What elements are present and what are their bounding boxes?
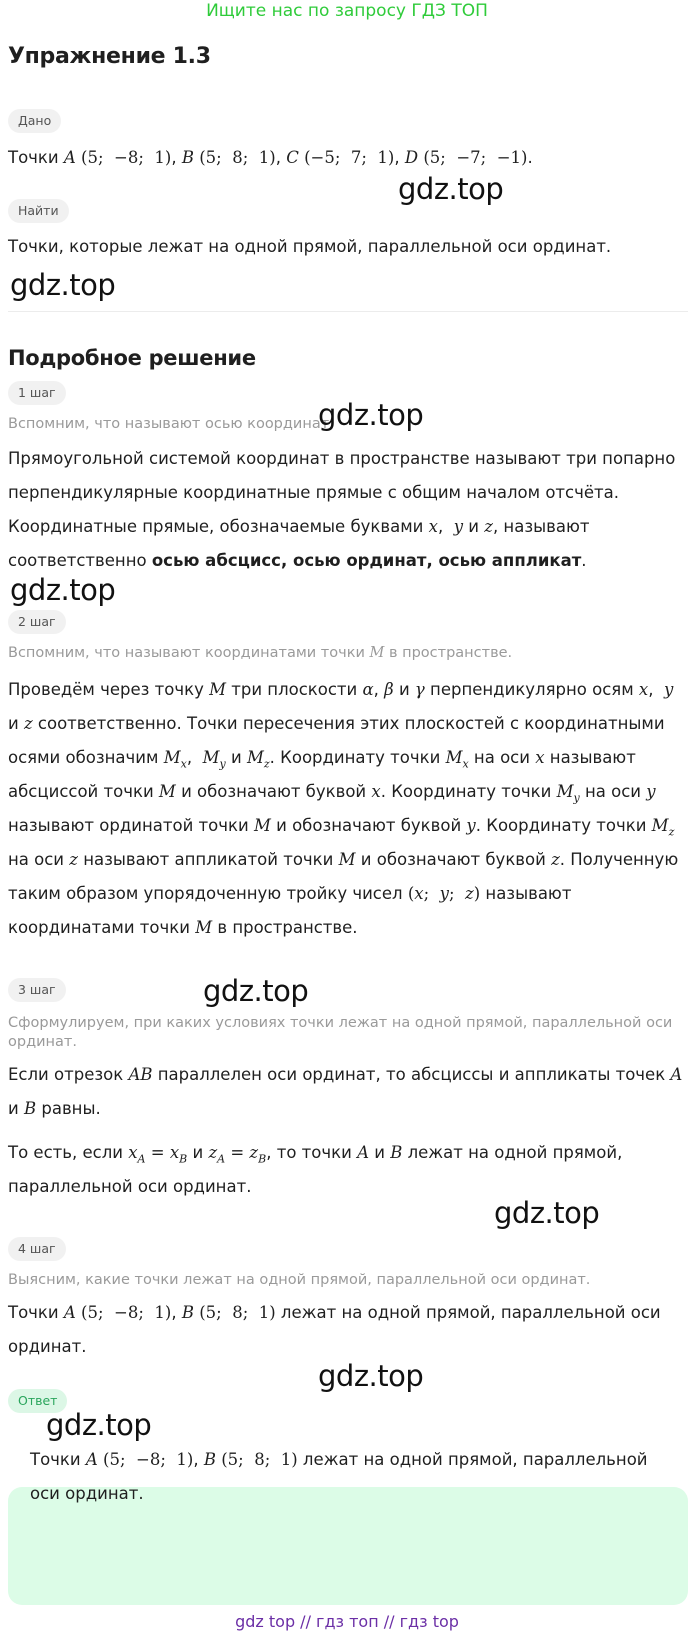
step-1-pill: 1 шаг bbox=[8, 381, 66, 405]
step-2-hint: Вспомним, что называют координатами точки M в пространстве. bbox=[8, 645, 513, 661]
step-4-hint: Выясним, какие точки лежат на одной прямой, параллельной оси ординат. bbox=[8, 1272, 591, 1288]
step-1-line: Координатные прямые, обозначаемые буквами x, y и z, называют bbox=[8, 517, 590, 536]
step-1-line: Прямоугольной системой координат в пространстве называют три попарно bbox=[8, 449, 676, 468]
step-2-line: называют ординатой точки M и обозначают буквой y. Координату точки $M_z$ bbox=[8, 816, 675, 839]
step-1-line: соответственно осью абсцисс, осью ординат, осью аппликат. bbox=[8, 551, 587, 570]
find-pill: Найти bbox=[8, 199, 69, 223]
footer-links[interactable]: gdz top // гдз топ // гдз top bbox=[235, 1612, 459, 1631]
step-1-hint: Вспомним, что называют осью координат. bbox=[8, 416, 334, 432]
step-4-line: ординат. bbox=[8, 1337, 87, 1356]
given-text: Точки A (5; −8; 1), B (5; 8; 1), C (−5; 7; 1), D (5; −7; −1). bbox=[8, 148, 533, 167]
watermark: gdz.top bbox=[10, 573, 116, 607]
page-title: Упражнение 1.3 bbox=[8, 44, 211, 69]
step-3-line: и B равны. bbox=[8, 1099, 101, 1118]
watermark: gdz.top bbox=[46, 1408, 152, 1442]
watermark: gdz.top bbox=[10, 268, 116, 302]
step-3-line: Если отрезок AB параллелен оси ординат, то абсциссы и аппликаты точек A bbox=[8, 1065, 683, 1084]
watermark: gdz.top bbox=[494, 1196, 600, 1230]
step-2-line: Проведём через точку M три плоскости α, β и γ перпендикулярно осям x, y bbox=[8, 680, 674, 699]
divider bbox=[8, 311, 688, 312]
given-pill: Дано bbox=[8, 109, 61, 133]
step-3-hint: Сформулируем, при каких условиях точки лежат на одной прямой, параллельной оси ординат. bbox=[8, 1015, 673, 1050]
step-3-pill: 3 шаг bbox=[8, 978, 66, 1002]
step-2-line: абсциссой точки M и обозначают буквой x. Координату точки $M_y$ на оси y bbox=[8, 782, 656, 805]
step-4-line: Точки A (5; −8; 1), B (5; 8; 1) лежат на одной прямой, параллельной оси bbox=[8, 1303, 661, 1322]
step-2-pill: 2 шаг bbox=[8, 610, 66, 634]
step-2-line: и z соответственно. Точки пересечения этих плоскостей с координатными bbox=[8, 714, 665, 733]
answer-line: Точки A (5; −8; 1), B (5; 8; 1) лежат на одной прямой, параллельной bbox=[30, 1450, 648, 1469]
step-3-line: То есть, если $x_A = x_B$ и $z_A = z_B$, то точки A и B лежат на одной прямой, bbox=[8, 1143, 623, 1166]
step-3-line: параллельной оси ординат. bbox=[8, 1177, 252, 1196]
step-2-line: координатами точки M в пространстве. bbox=[8, 918, 358, 937]
step-2-line: таким образом упорядоченную тройку чисел (x; y; z) называют bbox=[8, 884, 572, 903]
watermark: gdz.top bbox=[398, 172, 504, 206]
watermark: gdz.top bbox=[318, 1359, 424, 1393]
top-banner: Ищите нас по запросу ГДЗ ТОП bbox=[206, 1, 488, 21]
step-4-pill: 4 шаг bbox=[8, 1237, 66, 1261]
find-text: Точки, которые лежат на одной прямой, параллельной оси ординат. bbox=[8, 237, 612, 256]
solution-title: Подробное решение bbox=[8, 346, 256, 370]
step-1-line: перпендикулярные координатные прямые с общим началом отсчёта. bbox=[8, 483, 619, 502]
watermark: gdz.top bbox=[318, 398, 424, 432]
answer-pill: Ответ bbox=[8, 1389, 67, 1413]
watermark: gdz.top bbox=[203, 974, 309, 1008]
step-2-line: осями обозначим $M_x$, $M_y$ и $M_z$. Координату точки $M_x$ на оси x называют bbox=[8, 748, 636, 771]
answer-line: оси ординат. bbox=[30, 1484, 144, 1503]
step-2-line: на оси z называют аппликатой точки M и обозначают буквой z. Полученную bbox=[8, 850, 679, 869]
